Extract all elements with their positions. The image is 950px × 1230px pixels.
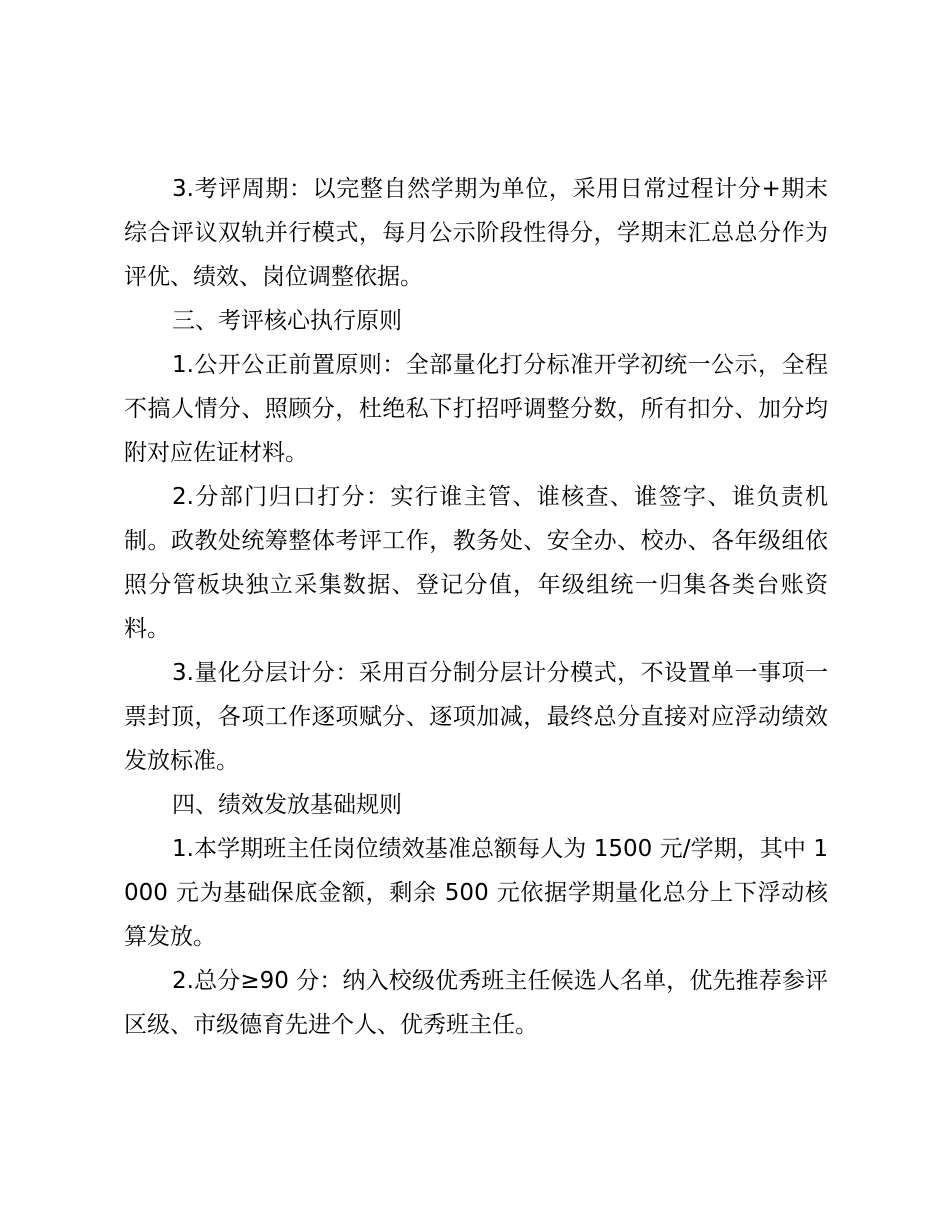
paragraph-openness-principle: 1.公开公正前置原则：全部量化打分标准开学初统一公示，全程不搞人情分、照顾分，杜绝私下打招呼调整分数，所有扣分、加分均附对应佐证材料。 — [124, 352, 828, 466]
paragraph-evaluation-period: 3.考评周期：以完整自然学期为单位，采用日常过程计分+期末综合评议双轨并行模式，每月公示阶段性得分，学期末汇总总分作为评优、绩效、岗位调整依据。 — [124, 176, 828, 290]
paragraph-department-scoring: 2.分部门归口打分：实行谁主管、谁核查、谁签字、谁负责机制。政教处统筹整体考评工作，教务处、安全办、校办、各年级组依照分管板块独立采集数据、登记分值，年级组统一归集各类台账资料。 — [124, 484, 828, 642]
document-body — [124, 167, 828, 1047]
paragraph-layered-scoring: 3.量化分层计分：采用百分制分层计分模式，不设置单一事项一票封顶，各项工作逐项赋分、逐项加减，最终总分直接对应浮动绩效发放标准。 — [124, 660, 828, 774]
paragraph-bonus-base: 1.本学期班主任岗位绩效基准总额每人为 1500 元/学期，其中 1000 元为基础保底金额，剩余 500 元依据学期量化总分上下浮动核算发放。 — [124, 836, 828, 950]
section-heading-core-principles: 三、考评核心执行原则 — [172, 308, 402, 334]
section-heading-bonus-rules: 四、绩效发放基础规则 — [172, 792, 402, 818]
paragraph-score-90: 2.总分≥90 分：纳入校级优秀班主任候选人名单，优先推荐参评区级、市级德育先进个人、优秀班主任。 — [124, 968, 828, 1038]
